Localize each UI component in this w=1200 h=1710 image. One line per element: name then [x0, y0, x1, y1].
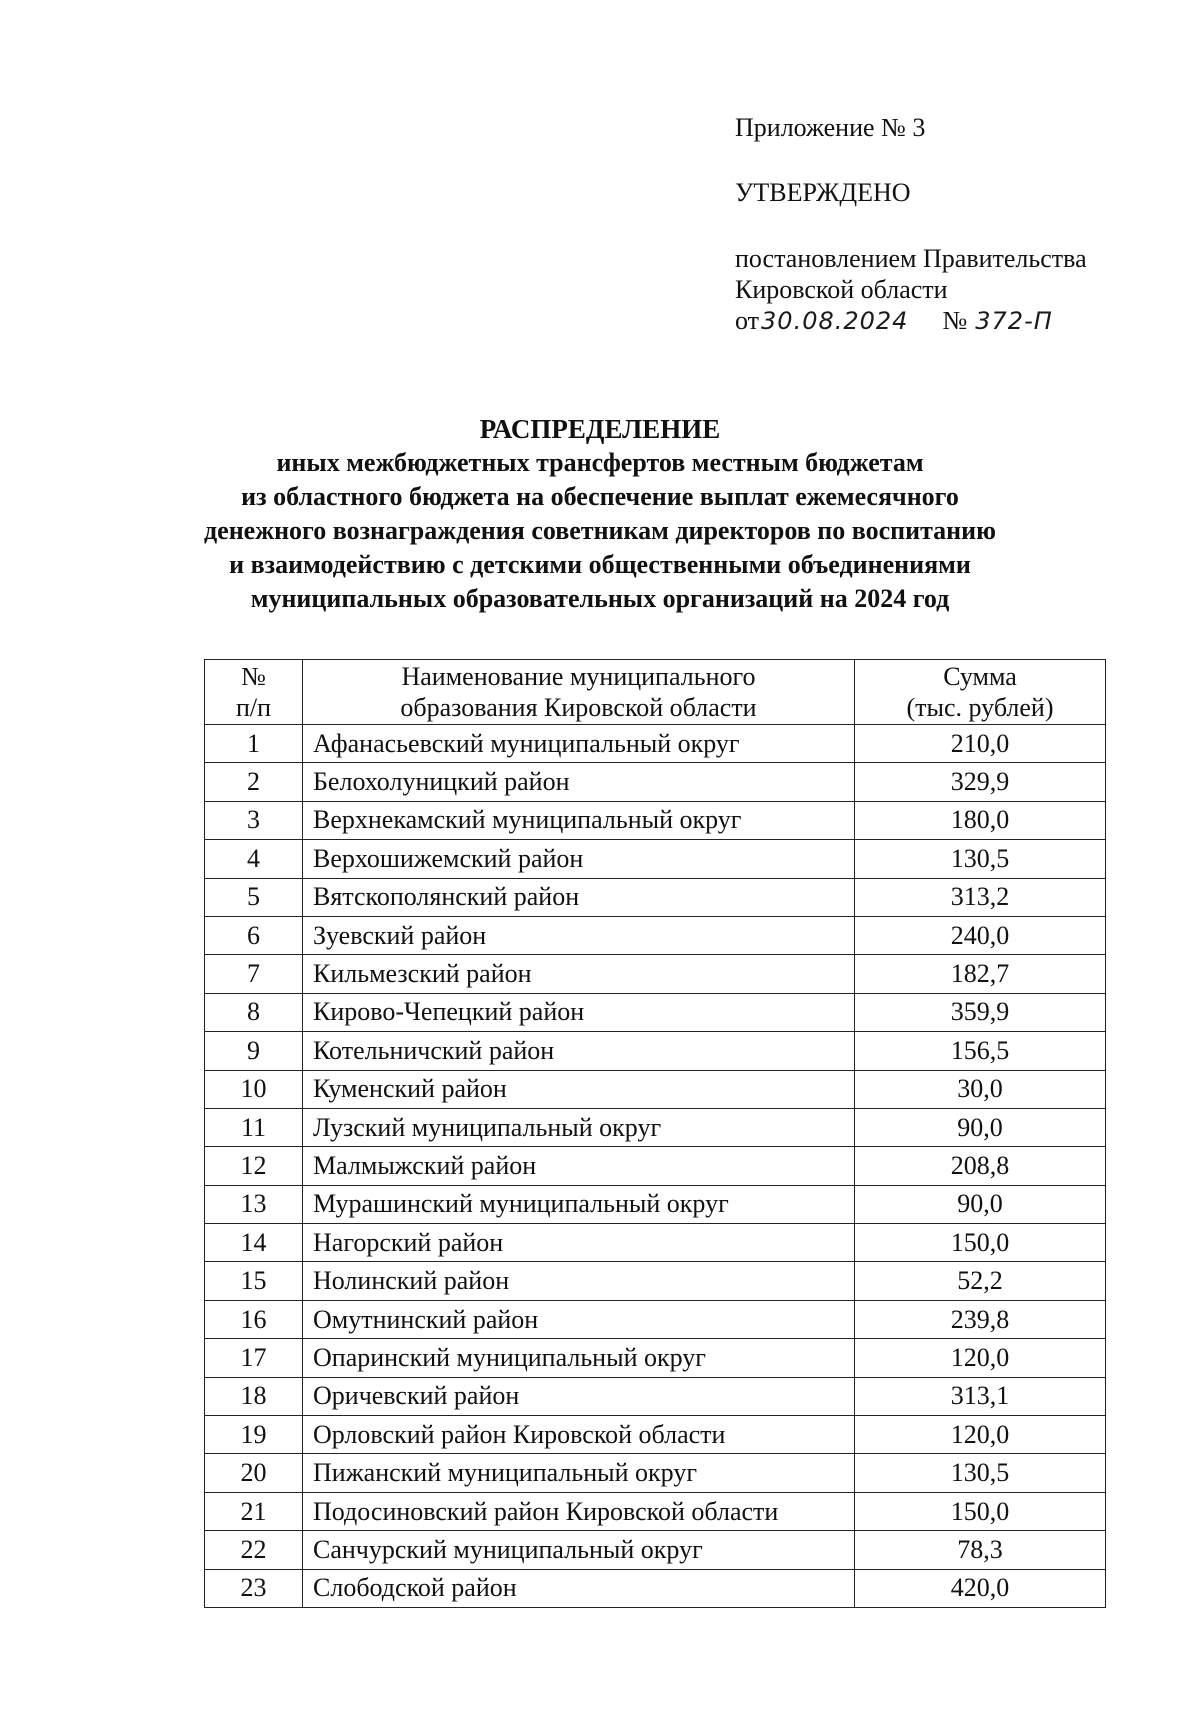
municipality-name-cell: Верхошижемский район — [303, 840, 855, 878]
amount-cell: 359,9 — [855, 993, 1106, 1031]
amount-cell: 130,5 — [855, 840, 1106, 878]
table-row — [205, 725, 1106, 763]
municipality-name-cell: Орловский район Кировской области — [303, 1416, 855, 1454]
amount-cell: 30,0 — [855, 1070, 1106, 1108]
row-number-cell: 4 — [205, 840, 303, 878]
table-row — [205, 1339, 1106, 1377]
municipality-name-cell: Слободской район — [303, 1569, 855, 1607]
table-body — [205, 725, 1106, 1608]
amount-cell: 420,0 — [855, 1569, 1106, 1607]
approved-label: УТВЕРЖДЕНО — [735, 178, 911, 207]
row-number-cell: 5 — [205, 878, 303, 916]
table-row — [205, 1262, 1106, 1300]
date-prefix: от — [735, 306, 760, 335]
amount-cell: 120,0 — [855, 1339, 1106, 1377]
header-sum-line-1: Сумма — [943, 662, 1017, 691]
amount-cell: 208,8 — [855, 1147, 1106, 1185]
amount-cell: 239,8 — [855, 1300, 1106, 1338]
municipality-name-cell: Верхнекамский муниципальный округ — [303, 801, 855, 839]
table-row — [205, 840, 1106, 878]
row-number-cell: 8 — [205, 993, 303, 1031]
title-line-5: муниципальных образовательных организаций на 2024 год — [250, 584, 950, 613]
municipality-name-cell: Зуевский район — [303, 916, 855, 954]
document-title — [120, 412, 1080, 616]
row-number-cell: 21 — [205, 1492, 303, 1530]
amount-cell: 150,0 — [855, 1224, 1106, 1262]
row-number-cell: 22 — [205, 1531, 303, 1569]
table-row — [205, 878, 1106, 916]
header-sum-line-2: (тыс. рублей) — [906, 693, 1054, 722]
amount-cell: 182,7 — [855, 955, 1106, 993]
amount-cell: 130,5 — [855, 1454, 1106, 1492]
table-row — [205, 955, 1106, 993]
header-name-line-2: образования Кировской области — [400, 693, 757, 722]
table-row — [205, 1377, 1106, 1415]
municipality-name-cell: Белохолуницкий район — [303, 763, 855, 801]
header-name — [303, 660, 855, 725]
table-row — [205, 1300, 1106, 1338]
amount-cell: 313,1 — [855, 1377, 1106, 1415]
municipality-name-cell: Нагорский район — [303, 1224, 855, 1262]
municipality-name-cell: Вятскополянский район — [303, 878, 855, 916]
title-line-2: из областного бюджета на обеспечение выплат ежемесячного — [241, 482, 959, 511]
title-main: РАСПРЕДЕЛЕНИЕ — [479, 414, 721, 444]
row-number-cell: 1 — [205, 725, 303, 763]
row-number-cell: 10 — [205, 1070, 303, 1108]
municipality-name-cell: Оричевский район — [303, 1377, 855, 1415]
municipality-name-cell: Подосиновский район Кировской области — [303, 1492, 855, 1530]
table-row — [205, 1416, 1106, 1454]
municipality-name-cell: Котельничский район — [303, 1032, 855, 1070]
row-number-cell: 19 — [205, 1416, 303, 1454]
amount-cell: 52,2 — [855, 1262, 1106, 1300]
table-row — [205, 1531, 1106, 1569]
table-row — [205, 993, 1106, 1031]
amount-cell: 240,0 — [855, 916, 1106, 954]
appendix-label: Приложение № 3 — [735, 113, 926, 142]
municipality-name-cell: Санчурский муниципальный округ — [303, 1531, 855, 1569]
header-name-line-1: Наименование муниципального — [401, 662, 756, 691]
row-number-cell: 3 — [205, 801, 303, 839]
title-line-3: денежного вознаграждения советникам директоров по воспитанию — [204, 516, 996, 545]
table-row — [205, 1492, 1106, 1530]
municipality-name-cell: Лузский муниципальный округ — [303, 1108, 855, 1146]
header-num — [205, 660, 303, 725]
title-line-4: и взаимодействию с детскими общественными объединениями — [229, 550, 971, 579]
row-number-cell: 14 — [205, 1224, 303, 1262]
table-row — [205, 763, 1106, 801]
municipality-name-cell: Нолинский район — [303, 1262, 855, 1300]
table-row — [205, 1070, 1106, 1108]
table-row — [205, 1224, 1106, 1262]
municipality-name-cell: Куменский район — [303, 1070, 855, 1108]
amount-cell: 180,0 — [855, 801, 1106, 839]
row-number-cell: 2 — [205, 763, 303, 801]
municipality-name-cell: Пижанский муниципальный округ — [303, 1454, 855, 1492]
approval-block — [735, 112, 1175, 337]
row-number-cell: 18 — [205, 1377, 303, 1415]
municipality-name-cell: Кирово-Чепецкий район — [303, 993, 855, 1031]
table-row — [205, 1569, 1106, 1607]
decree-line-1: постановлением Правительства — [735, 244, 1087, 273]
row-number-cell: 15 — [205, 1262, 303, 1300]
row-number-cell: 11 — [205, 1108, 303, 1146]
row-number-cell: 9 — [205, 1032, 303, 1070]
row-number-cell: 13 — [205, 1185, 303, 1223]
row-number-cell: 6 — [205, 916, 303, 954]
table-row — [205, 1185, 1106, 1223]
amount-cell: 210,0 — [855, 725, 1106, 763]
header-sum — [855, 660, 1106, 725]
municipality-name-cell: Омутнинский район — [303, 1300, 855, 1338]
table-row — [205, 1454, 1106, 1492]
row-number-cell: 23 — [205, 1569, 303, 1607]
handwritten-number: 372-П — [975, 307, 1053, 335]
distribution-table — [204, 659, 1106, 1608]
number-prefix: № — [942, 306, 968, 335]
table-header-row — [205, 660, 1106, 725]
row-number-cell: 7 — [205, 955, 303, 993]
table-row — [205, 916, 1106, 954]
handwritten-date: 30.08.2024 — [761, 307, 909, 335]
row-number-cell: 17 — [205, 1339, 303, 1377]
amount-cell: 120,0 — [855, 1416, 1106, 1454]
municipality-name-cell: Кильмезский район — [303, 955, 855, 993]
amount-cell: 90,0 — [855, 1185, 1106, 1223]
header-num-line-1: № — [241, 662, 266, 691]
header-num-line-2: п/п — [235, 693, 272, 722]
municipality-name-cell: Афанасьевский муниципальный округ — [303, 725, 855, 763]
municipality-name-cell: Опаринский муниципальный округ — [303, 1339, 855, 1377]
row-number-cell: 12 — [205, 1147, 303, 1185]
table-row — [205, 801, 1106, 839]
decree-date-number — [735, 305, 1175, 337]
decree-line-2: Кировской области — [735, 275, 948, 304]
municipality-name-cell: Мурашинский муниципальный округ — [303, 1185, 855, 1223]
title-line-1: иных межбюджетных трансфертов местным бюджетам — [276, 448, 924, 477]
amount-cell: 156,5 — [855, 1032, 1106, 1070]
municipality-name-cell: Малмыжский район — [303, 1147, 855, 1185]
row-number-cell: 20 — [205, 1454, 303, 1492]
amount-cell: 78,3 — [855, 1531, 1106, 1569]
amount-cell: 313,2 — [855, 878, 1106, 916]
table-row — [205, 1032, 1106, 1070]
amount-cell: 90,0 — [855, 1108, 1106, 1146]
row-number-cell: 16 — [205, 1300, 303, 1338]
table-row — [205, 1108, 1106, 1146]
amount-cell: 150,0 — [855, 1492, 1106, 1530]
table-row — [205, 1147, 1106, 1185]
amount-cell: 329,9 — [855, 763, 1106, 801]
